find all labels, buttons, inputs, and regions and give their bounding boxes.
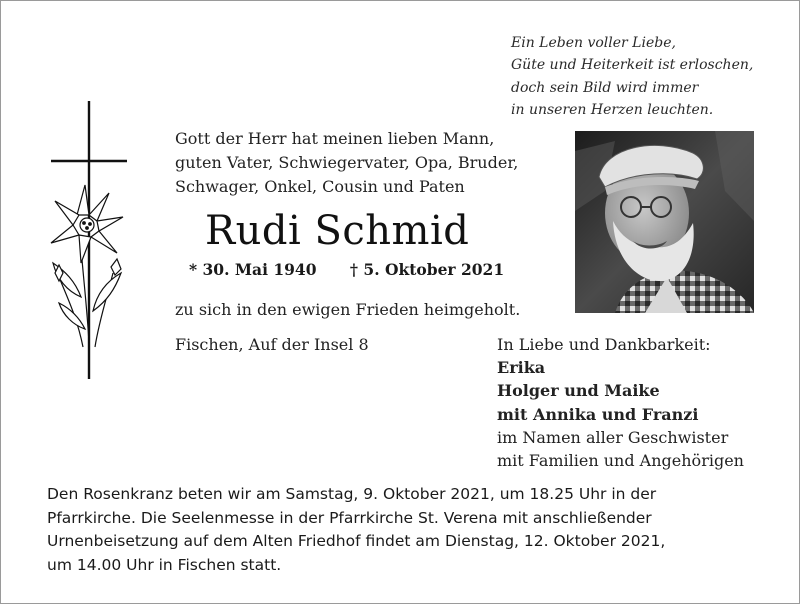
motto-verse <box>511 32 791 122</box>
closing-text: zu sich in den ewigen Frieden heimgeholt. <box>175 300 521 319</box>
mourners-line: im Namen aller Geschwister <box>497 427 729 447</box>
announcement-line: um 14.00 Uhr in Fischen statt. <box>47 555 282 574</box>
mourner-name: mit Annika und Franzi <box>497 404 699 424</box>
death-date: † 5. Oktober 2021 <box>349 260 505 279</box>
announcement-line: Pfarrkirche. Die Seelenmesse in der Pfarrkirche St. Verena mit anschließender <box>47 508 652 527</box>
intro-line: Schwager, Onkel, Cousin und Paten <box>175 177 465 196</box>
mourner-name: Erika <box>497 358 546 378</box>
motto-line: Ein Leben voller Liebe, <box>511 35 676 51</box>
intro-line: guten Vater, Schwiegervater, Opa, Bruder, <box>175 153 519 172</box>
motto-line: doch sein Bild wird immer <box>511 79 699 96</box>
cross-edelweiss-illustration <box>37 97 147 383</box>
deceased-name: Rudi Schmid <box>205 208 470 254</box>
mourners-block <box>497 333 792 472</box>
portrait-photo <box>575 131 754 313</box>
funeral-announcement <box>47 483 767 577</box>
intro-line: Gott der Herr hat meinen lieben Mann, <box>175 129 495 148</box>
motto-line: Güte und Heiterkeit ist erloschen, <box>511 57 754 74</box>
portrait-photo-drawing <box>575 131 754 313</box>
motto-line: in unseren Herzen leuchten. <box>511 102 714 119</box>
mourner-name: Holger und Maike <box>497 381 660 401</box>
announcement-line: Den Rosenkranz beten wir am Samstag, 9. Oktober 2021, um 18.25 Uhr in der <box>47 485 657 503</box>
mourners-intro: In Liebe und Dankbarkeit: <box>497 335 711 354</box>
edelweiss-icon <box>51 185 123 347</box>
life-dates <box>189 258 549 282</box>
announcement-line: Urnenbeisetzung auf dem Alten Friedhof findet am Dienstag, 12. Oktober 2021, <box>47 532 666 550</box>
family-address: Fischen, Auf der Insel 8 <box>175 335 369 354</box>
birth-date: * 30. Mai 1940 <box>189 260 317 279</box>
intro-text <box>175 127 565 199</box>
mourners-line: mit Familien und Angehörigen <box>497 451 744 471</box>
